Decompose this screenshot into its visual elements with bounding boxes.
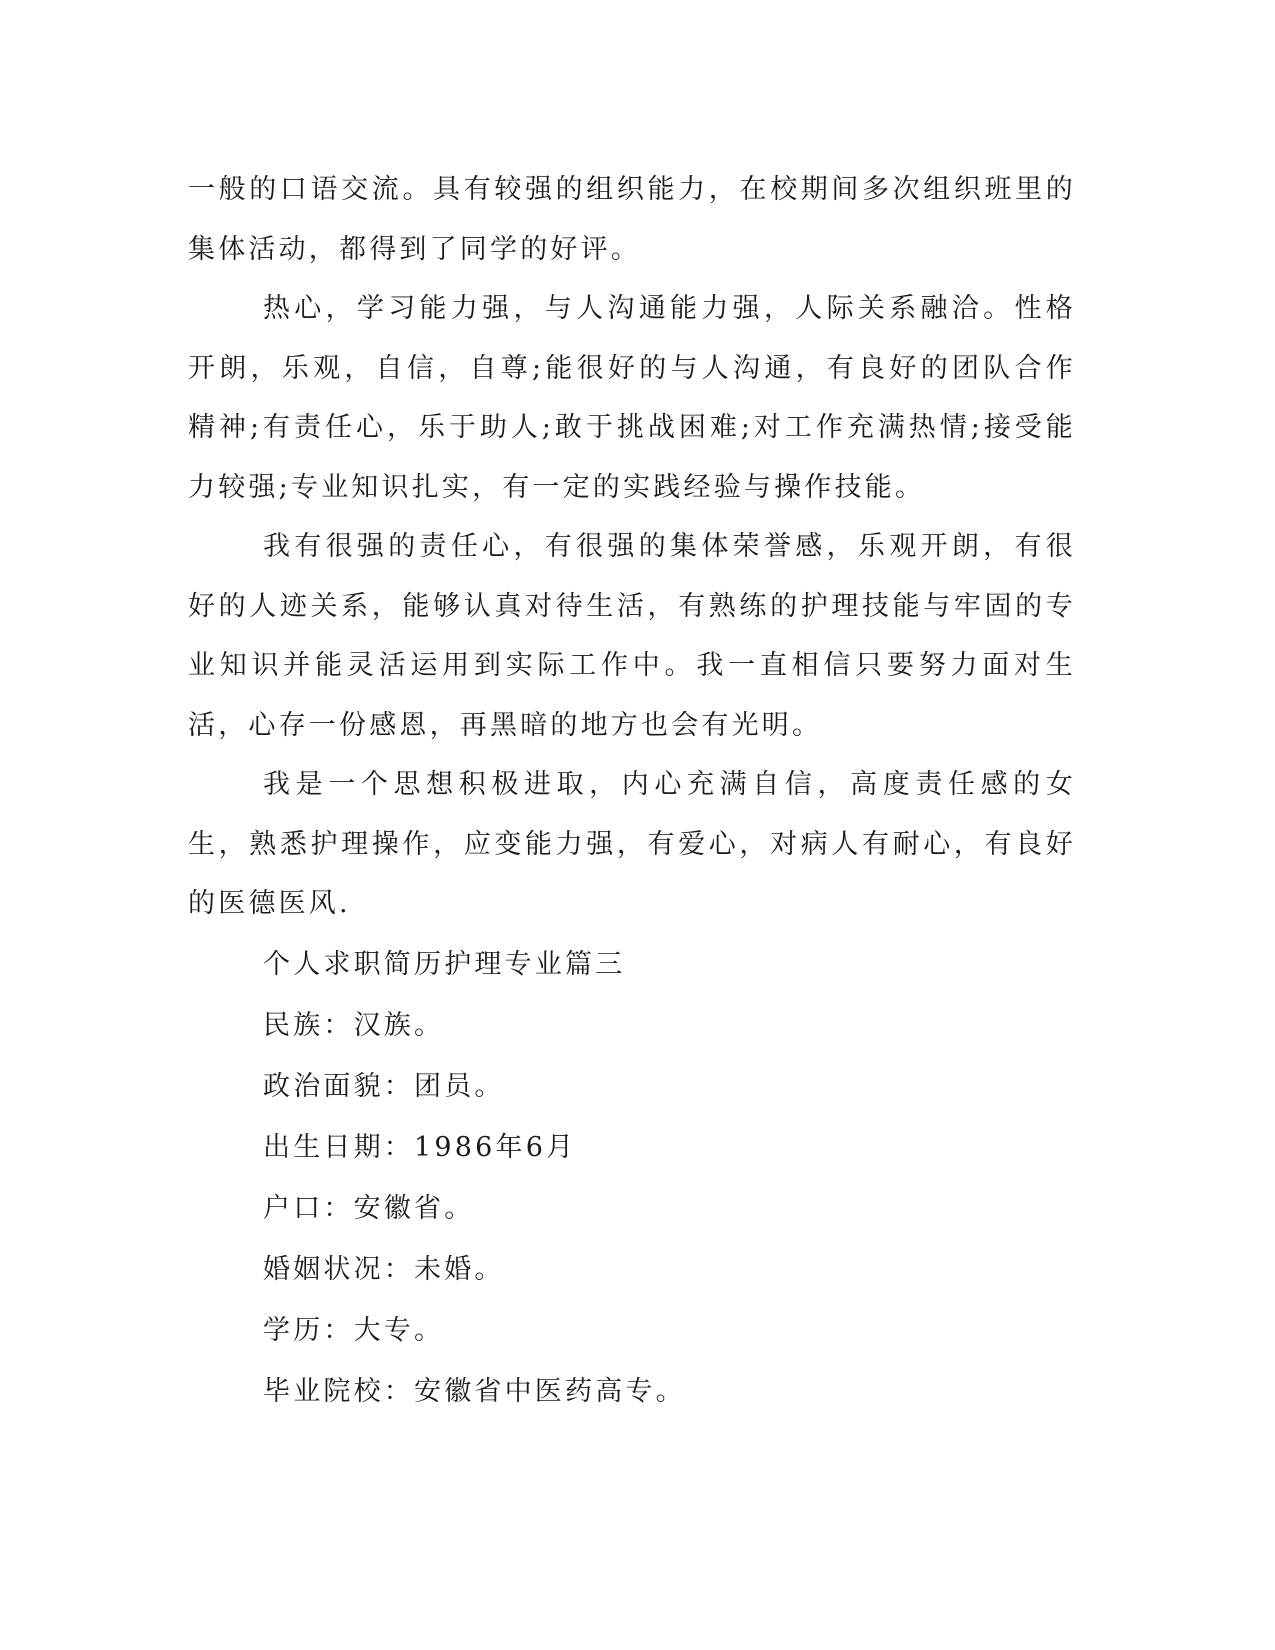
field-household-registration: 户口：安徽省。 xyxy=(263,1192,475,1224)
paragraph-organizational-ability: 一般的口语交流。具有较强的组织能力，在校期间多次组织班里的集体活动，都得到了同学的好评。 xyxy=(188,174,1076,265)
field-birth-date: 出生日期：1986年6月 xyxy=(263,1131,577,1163)
field-graduated-school: 毕业院校：安徽省中医药高专。 xyxy=(263,1375,686,1407)
section-title: 个人求职简历护理专业篇三 xyxy=(263,948,626,980)
paragraph-responsibility: 我有很强的责任心，有很强的集体荣誉感，乐观开朗，有很好的人迹关系，能够认真对待生活，有熟练的护理技能与牢固的专业知识并能灵活运用到实际工作中。我一直相信只要努力面对生活，心存一份感恩，再黑暗的地方也会有光明。 xyxy=(188,531,1076,741)
field-education: 学历：大专。 xyxy=(263,1314,445,1346)
field-marital-status: 婚姻状况：未婚。 xyxy=(263,1253,505,1285)
paragraph-personality: 热心，学习能力强，与人沟通能力强，人际关系融洽。性格开朗，乐观，自信，自尊;能很好的与人沟通，有良好的团队合作精神;有责任心，乐于助人;敢于挑战困难;对工作充满热情;接受能力较强;专业知识扎实，有一定的实践经验与操作技能。 xyxy=(188,293,1076,503)
field-ethnicity: 民族：汉族。 xyxy=(263,1009,445,1041)
field-political-status: 政治面貌：团员。 xyxy=(263,1070,505,1102)
document-body xyxy=(188,160,1076,1422)
paragraph-self-description: 我是一个思想积极进取，内心充满自信，高度责任感的女生，熟悉护理操作，应变能力强，有爱心，对病人有耐心，有良好的医德医风. xyxy=(188,769,1076,919)
